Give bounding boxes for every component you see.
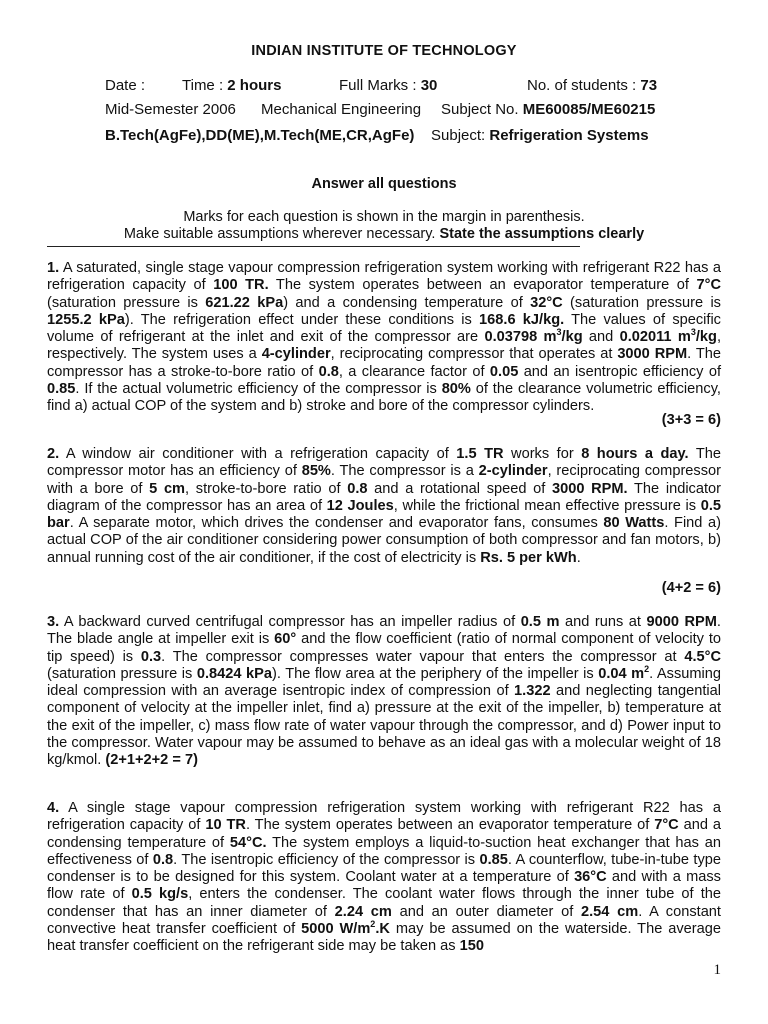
institute-title: INDIAN INSTITUTE OF TECHNOLOGY [251,43,517,59]
subject-field [431,127,649,144]
question-3: 3. A backward curved centrifugal compressor has an impeller radius of 0.5 m and runs at 9000 RPM. The blade angle at impeller exit is 60° and the flow coefficient (ratio of normal component of velocity to tip speed) is 0.3. The compressor compresses water vapour that enters the compressor at 4.5°C (saturation pressure is 0.8424 kPa). The flow area at the periphery of the impeller is 0.04 $m^2$. Assuming ideal compression with an average isentropic index of compression of 1.322 and neglecting tangential component of velocity at the impeller inlet, find a) pressure at the exit of the impeller, b) temperature at the exit of the impeller, c) mass flow rate of water vapour through the compressor, and d) Power input to the compressor. Water vapour may be assumed to behave as an ideal gas with a molecular weight of 18 kg/kmol. (2+1+2+2 = 7) [47,614,721,769]
time-field [182,77,281,94]
question-2-marks: (4+2 = 6) [661,580,721,596]
question-4: 4. A single stage vapour compression refrigeration system working with refrigerant R22 has a refrigeration capacity of 10 TR. The system operates between an evaporator temperature of 7°C and a condensing temperature of 54°C. The system employs a liquid-to-suction heat exchanger that has an effectiveness of 0.8. The isentropic efficiency of the compressor is 0.85. A counterflow, tube-in-tube type condenser is to be designed for this system. Coolant water at a temperature of 36°C and with a mass flow rate of 0.5 kg/s, enters the condenser. The coolant water flows through the inner tube of the condenser that has an inner diameter of 2.24 cm and an outer diameter of 2.54 cm. A constant convective heat transfer coefficient of 5000 $W/m^2.K$ may be assumed on the waterside. The average heat transfer coefficient on the refrigerant side may be taken as 150 [47,800,722,955]
department: Mechanical Engineering [261,101,422,118]
students-field [527,77,657,94]
full-marks-field [339,77,437,94]
assumptions-bold: State the assumptions clearly [439,226,645,242]
assumptions-note: Make suitable assumptions wherever necessary. State the assumptions clearly [123,226,645,242]
page-number: 1 [713,962,721,978]
date-label: Date : [105,77,146,94]
answer-all-heading: Answer all questions [311,176,457,192]
programs: B.Tech(AgFe),DD(ME),M.Tech(ME,CR,AgFe) [105,127,415,144]
marks-note: Marks for each question is shown in the margin in parenthesis. [183,209,585,225]
full-marks-value: 30 [420,77,438,94]
time-label: Time : [182,77,224,94]
subject-label: Subject: [431,127,486,144]
full-marks-label: Full Marks : [339,77,417,94]
exam-name: Mid-Semester 2006 [105,101,236,118]
subject-value: Refrigeration Systems [489,127,649,144]
question-2: 2. A window air conditioner with a refrigeration capacity of 1.5 TR works for 8 hours a day. The compressor motor has an efficiency of 85%. The compressor is a 2-cylinder, reciprocating compressor with a bore of 5 cm, stroke-to-bore ratio of 0.8 and a rotational speed of 3000 RPM. The indicator diagram of the compressor has an area of 12 Joules, while the frictional mean effective pressure is 0.5 bar. A separate motor, which drives the condenser and evaporator fans, consumes 80 Watts. Find a) actual COP of the air conditioner considering power consumption of both compressor and fan motors, b) annual running cost of the air conditioner, if the cost of electricity is Rs. 5 per kWh. [47,446,722,566]
divider-rule [47,246,580,247]
subject-no-label: Subject No. [441,101,519,118]
question-1: 1. A saturated, single stage vapour compression refrigeration system working with refrigerant R22 has a refrigeration capacity of 100 TR. The system operates between an evaporator temperature of 7°C (saturation pressure is 621.22 kPa) and a condensing temperature of 32°C (saturation pressure is 1255.2 kPa). The refrigeration effect under these conditions is 168.6 kJ/kg. The values of specific volume of refrigerant at the inlet and exit of the compressor are 0.03798 $m^3/kg$ and 0.02011 $m^3/kg$, respectively. The system uses a 4-cylinder, reciprocating compressor that operates at 3000 RPM. The compressor has a stroke-to-bore ratio of 0.8, a clearance factor of 0.05 and an isentropic efficiency of 0.85. If the actual volumetric efficiency of the compressor is 80% of the clearance volumetric efficiency, find a) actual COP of the system and b) stroke and bore of the compressor cylinders. [47,260,721,415]
students-value: 73 [640,77,658,94]
question-3-marks: (2+1+2+2 = [105,752,181,769]
subject-no-value: ME60085/ME60215 [522,101,656,118]
time-value: 2 hours [227,77,282,94]
question-1-marks: (3+3 = 6) [661,412,721,428]
students-label: No. of students : [527,77,637,94]
subject-no-field [441,101,655,118]
